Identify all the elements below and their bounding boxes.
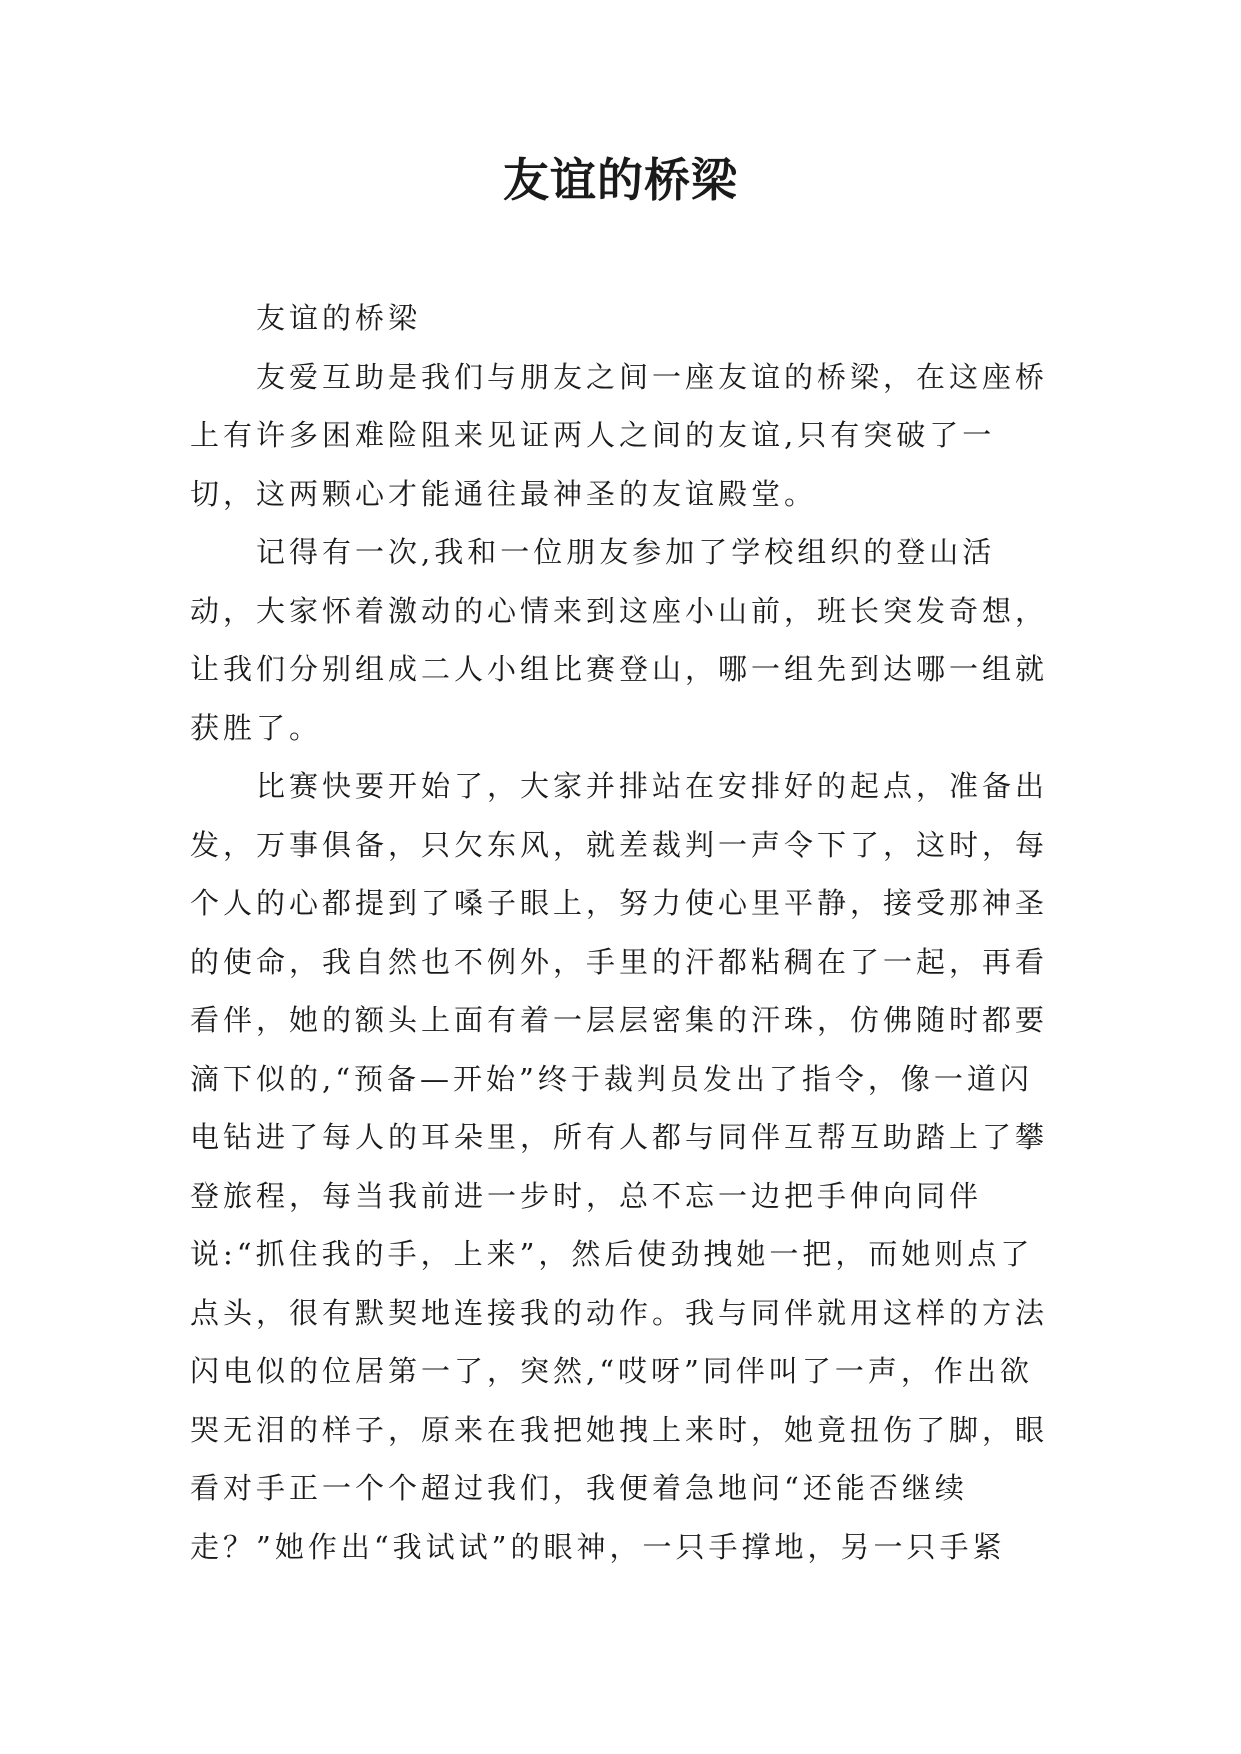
paragraph-competition: 比赛快要开始了，大家并排站在安排好的起点，准备出发，万事俱备，只欠东风，就差裁判一声令下了，这时，每个人的心都提到了嗓子眼上，努力使心里平静，接受那神圣的使命，我自然也不例外，手里的汗都粘稠在了一起，再看看伴，她的额头上面有着一层层密集的汗珠，仿佛随时都要滴下似的,“预备—开始”终于裁判员发出了指令，像一道闪电钻进了每人的耳朵里，所有人都与同伴互帮互助踏上了攀登旅程，每当我前进一步时，总不忘一边把手伸向同伴说:“抓住我的手，上来”，然后使劲拽她一把，而她则点了点头，很有默契地连接我的动作。我与同伴就用这样的方法闪电似的位居第一了，突然,“哎呀”同伴叫了一声，作出欲哭无泪的样子，原来在我把她拽上来时，她竟扭伤了脚，眼看对手正一个个超过我们，我便着急地问“还能否继续走？”她作出“我试试”的眼神，一只手撑地，另一只手紧: [190, 769, 1049, 1564]
document-title: 友谊的桥梁: [503, 153, 738, 207]
paragraph-intro: 友爱互助是我们与朋友之间一座友谊的桥梁，在这座桥上有许多困难险阻来见证两人之间的友谊,只有突破了一切，这两颗心才能通往最神圣的友谊殿堂。: [190, 359, 1049, 511]
paragraph-memory: 记得有一次,我和一位朋友参加了学校组织的登山活动，大家怀着激动的心情来到这座小山前，班长突发奇想，让我们分别组成二人小组比赛登山，哪一组先到达哪一组就获胜了。: [190, 535, 1049, 745]
paragraph-subtitle: 友谊的桥梁: [256, 301, 422, 335]
document-body: [190, 289, 1050, 1576]
